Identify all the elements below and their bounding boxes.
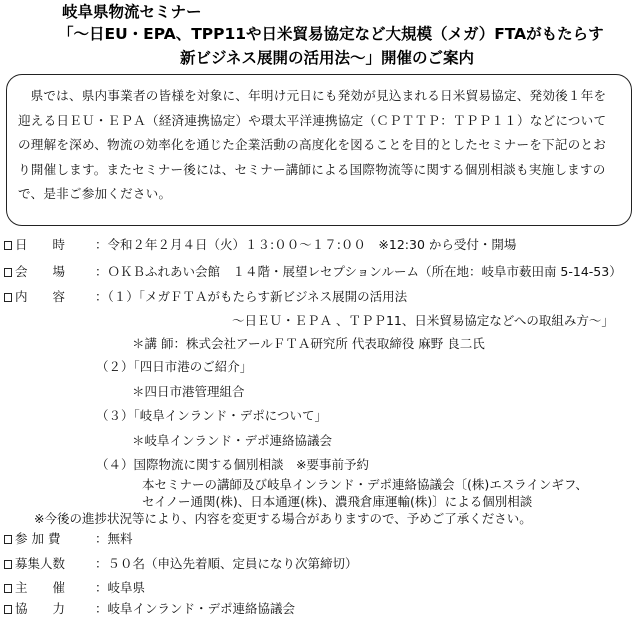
intro-text: 県では、県内事業者の皆様を対象に、年明け元日にも発効が見込まれる日米貿易協定、発効後１年を迎える日ＥＵ・ＥＰＡ（経済連携協定）や環太平洋連携協定（ＣＰＴＴＰ：ＴＰＰ１１）などについての理解を深め、物流の効率化を通じた企業活動の高度化を図ることを目的としたセミナーを下記のとおり開催します。またセミナー後には、セミナー講師による国際物流等に関する個別相談も実施しますので、是非ご参加ください。 (18, 88, 607, 201)
checkbox-icon (4, 584, 12, 593)
checkbox-icon (4, 605, 12, 614)
fee-value: ：無料 (95, 531, 133, 546)
content-label: 内 容 (15, 289, 66, 304)
seminar-subtitle-line1: 「～日EU・EPA、TPP11や日米貿易協定など大規模（メガ）FTAがもたらす (58, 25, 604, 43)
content-row (4, 288, 407, 306)
venue-label: 会 場 (15, 264, 66, 279)
cooperation-label: 協 力 (15, 601, 66, 616)
capacity-row (4, 555, 358, 573)
capacity-value: ：５０名（申込先着順、定員になり次第締切） (95, 556, 358, 571)
content-item3-title: （３）「岐阜インランド・デポについて」 (96, 408, 328, 423)
content-item1-subtitle: ～日ＥＵ・ＥＰＡ 、ＴＰＰ11、日米貿易協定などへの取組み方～」 (232, 313, 614, 328)
fee-label: 参 加 費 (15, 531, 61, 546)
intro-paragraph (18, 84, 614, 207)
checkbox-icon (4, 535, 12, 544)
content-item2-org: ＊四日市港管理組合 (132, 384, 245, 399)
seminar-title: 岐阜県物流セミナー (62, 3, 202, 21)
content-item4-desc-line2: セイノー通関(株)、日本通運(株)、濃飛倉庫運輸(株)〕による個別相談 (142, 494, 533, 509)
content-item4-title: （４）国際物流に関する個別相談 ※要事前予約 (96, 457, 369, 472)
checkbox-icon (4, 268, 12, 277)
fee-row (4, 530, 133, 548)
cooperation-row (4, 600, 295, 618)
content-item1-speaker: ＊講 師：株式会社アールＦＴＡ研究所 代表取締役 麻野 良二氏 (132, 336, 485, 351)
content-item1-title: ：（１）「メガＦＴＡがもたらす新ビジネス展開の活用法 (95, 289, 408, 304)
organizer-value: ：岐阜県 (95, 580, 146, 595)
seminar-subtitle-line2: 新ビジネス展開の活用法～」開催のご案内 (180, 49, 475, 67)
content-item4-desc-line1: 本セミナーの講師及び岐阜インランド・デポ連絡協議会〔(株)エスラインギフ、 (142, 477, 588, 492)
content-item2-title: （２）「四日市港のご紹介」 (96, 359, 253, 374)
content-item3-org: ＊岐阜インランド・デポ連絡協議会 (132, 433, 333, 448)
organizer-label: 主 催 (15, 580, 66, 595)
organizer-row (4, 579, 145, 597)
checkbox-icon (4, 241, 12, 250)
cooperation-value: ：岐阜インランド・デポ連絡協議会 (95, 601, 296, 616)
checkbox-icon (4, 293, 12, 302)
capacity-label: 募集人数 (15, 556, 66, 571)
venue-row (4, 263, 622, 281)
checkbox-icon (4, 560, 12, 569)
date-label: 日 時 (15, 237, 66, 252)
venue-value: ：ＯＫＢふれあい会館 １４階・展望レセプションルーム（所在地：岐阜市薮田南 5-14-53） (95, 264, 622, 279)
date-value: ：令和２年２月４日（火）１３:００～１７:００ ※12:30 から受付・開場 (95, 237, 517, 252)
date-row (4, 236, 516, 254)
change-notice: ※今後の進捗状況等により、内容を変更する場合がありますので、予めご了承ください。 (34, 511, 532, 526)
